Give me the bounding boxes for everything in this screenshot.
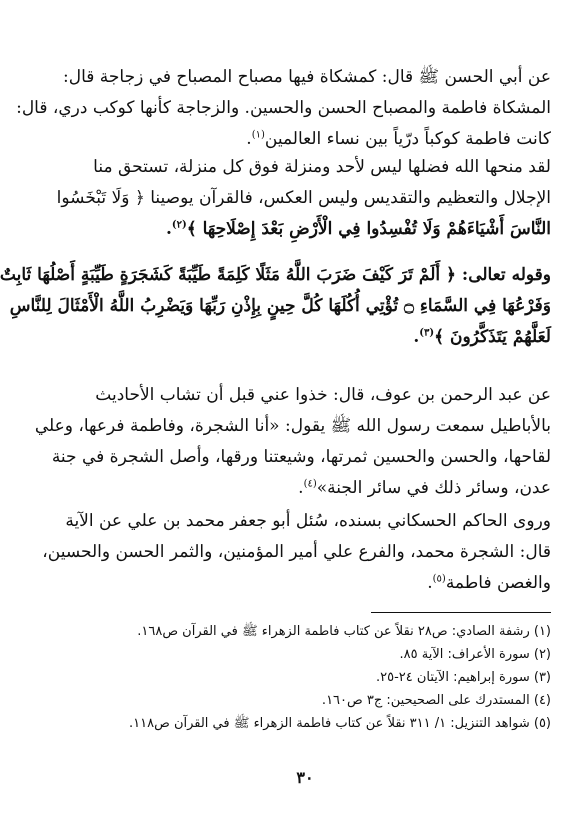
text-line: وروى الحاكم الحسكاني بسنده، سُئل أبو جعفر محمد بن علي عن الآية	[65, 511, 551, 531]
text-line-content: كانت فاطمة كوكباً درّياً بين نساء العالمين	[264, 129, 551, 149]
quran-verse-line	[59, 322, 551, 353]
quran-verse-text: لَعَلَّهُمْ يَتَذَكَّرُونَ ﴾	[434, 327, 551, 347]
text-line	[59, 473, 551, 504]
quran-verse-line: وقوله تعالى: ﴿ أَلَمْ تَرَ كَيْفَ ضَرَبَ اللَّهُ مَثَلًا كَلِمَةً طَيِّبَةً كَشَجَرَةٍ طَيِّبَةٍ أَصْلُهَا ثَابِتٌ	[0, 265, 551, 285]
text-line: عن عبد الرحمن بن عوف، قال: خذوا عني قبل أن تشاب الأحاديث	[95, 385, 551, 405]
paragraph-3	[0, 260, 551, 353]
text-line: لقاحها، والحسن والحسين ثمرتها، وشيعتنا ورقها، وأصل الشجرة في جنة	[51, 447, 551, 467]
text-line	[59, 568, 551, 599]
footnote-reference[interactable]: (٣)	[419, 327, 435, 339]
footnote-item: (١) رشفة الصادي: ص٢٨ نقلاً عن كتاب فاطمة الزهراء ﷺ في القرآن ص١٦٨.	[137, 624, 551, 639]
paragraph-2	[56, 152, 551, 245]
paragraph-4	[34, 380, 551, 504]
text-line: الإجلال والتعظيم والتقديس وليس العكس، فالقرآن يوصينا ﴿ وَلَا تَبْخَسُوا	[56, 188, 551, 208]
text-line-content: عدن، وسائر ذلك في سائر الجنة»	[316, 478, 551, 498]
footnote-divider	[371, 612, 551, 613]
text-line: المشكاة فاطمة والمصباح الحسن والحسين. والزجاجة كأنها كوكب دري، قال:	[16, 98, 551, 118]
footnote-reference[interactable]: (١)	[251, 129, 265, 141]
page-number: ٣٠	[296, 768, 314, 787]
text-line: لقد منحها الله فضلها ليس لأحد ومنزلة فوق كل منزلة، تستحق منا	[93, 157, 551, 177]
text-line-content: والغصن فاطمة	[445, 573, 551, 593]
quran-verse-text: النَّاسَ أَشْيَاءَهُمْ وَلَا تُفْسِدُوا فِي الْأَرْضِ بَعْدَ إِصْلَاحِهَا ﴾	[186, 219, 551, 239]
footnote-item: (٢) سورة الأعراف: الآية ٨٥.	[399, 647, 551, 662]
text-line	[59, 124, 551, 155]
period: .	[413, 327, 420, 347]
footnotes-section	[59, 620, 551, 735]
footnote-reference[interactable]: (٤)	[303, 478, 317, 490]
text-line: عن أبي الحسن ﷺ قال: كمشكاة فيها مصباح المصباح في زجاجة قال:	[63, 67, 551, 87]
period: .	[165, 219, 172, 239]
footnote-item: (٤) المستدرك على الصحيحين: ج٣ ص١٦٠.	[321, 693, 551, 708]
text-line	[59, 214, 551, 245]
period: .	[246, 129, 252, 149]
period: .	[298, 478, 304, 498]
footnote-reference[interactable]: (٢)	[171, 219, 187, 231]
period: .	[427, 573, 433, 593]
footnote-item: (٥) شواهد التنزيل: ١/ ٣١١ نقلاً عن كتاب فاطمة الزهراء ﷺ في القرآن ص١١٨.	[129, 716, 551, 731]
paragraph-5	[42, 506, 551, 599]
text-line: بالأباطيل سمعت رسول الله ﷺ يقول: «أنا الشجرة، وفاطمة فرعها، وعلي	[34, 416, 551, 436]
footnote-item: (٣) سورة إبراهيم: الآيتان ٢٤-٢٥.	[375, 670, 551, 685]
footnote-reference[interactable]: (٥)	[432, 573, 446, 585]
paragraph-1	[16, 62, 551, 155]
text-line: قال: الشجرة محمد، والفرع علي أمير المؤمنين، والثمر الحسن والحسين،	[42, 542, 551, 562]
quran-verse-line: وَفَرْعُهَا فِي السَّمَاءِ ۝ تُؤْتِي أُكُلَهَا كُلَّ حِينٍ بِإِذْنِ رَبِّهَا وَيَضْرِبُ اللَّهُ الْأَمْثَالَ لِلنَّاسِ	[9, 296, 551, 316]
